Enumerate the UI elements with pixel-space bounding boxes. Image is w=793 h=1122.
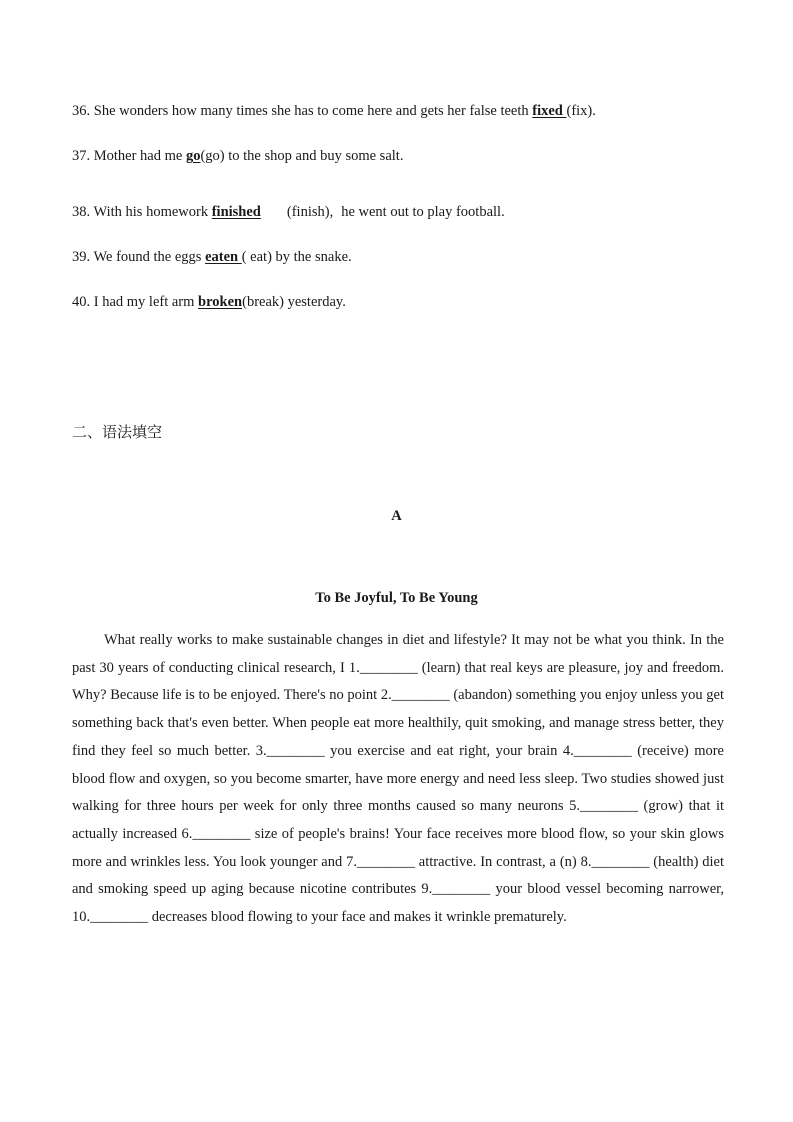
exercise-37-hint: (go) to the shop and buy some salt. bbox=[200, 148, 404, 164]
section-title: 二、语法填空 bbox=[72, 423, 163, 441]
exercise-37-prompt: 37. Mother had me bbox=[72, 148, 186, 164]
exercise-36 bbox=[72, 102, 596, 120]
exercise-38-answer: finished bbox=[211, 204, 261, 220]
exercise-40-hint: (break) yesterday. bbox=[242, 294, 346, 310]
exercise-39 bbox=[72, 248, 352, 266]
exercise-36-prompt: 36. She wonders how many times she has to come here and gets her false teeth bbox=[72, 103, 533, 119]
exercise-37 bbox=[72, 147, 403, 165]
exercise-38-tail: he went out to play football. bbox=[341, 204, 505, 220]
exercise-40-answer: broken bbox=[198, 294, 243, 310]
exercise-38-hint: (finish), bbox=[286, 204, 334, 220]
exercise-36-hint: (fix). bbox=[566, 103, 596, 119]
exercise-36-answer: fixed bbox=[532, 103, 567, 119]
exercise-39-answer: eaten bbox=[205, 249, 242, 265]
exercise-39-prompt: 39. We found the eggs bbox=[72, 249, 206, 265]
exercise-40-prompt: 40. I had my left arm bbox=[72, 294, 199, 310]
exercise-37-answer: go bbox=[185, 148, 201, 164]
exercise-38 bbox=[72, 203, 505, 221]
passage-label: A bbox=[391, 508, 402, 524]
exercise-39-hint: ( eat) by the snake. bbox=[241, 249, 352, 265]
passage-title: To Be Joyful, To Be Young bbox=[315, 590, 478, 606]
exercise-38-prompt: 38. With his homework bbox=[72, 204, 212, 220]
exercise-40 bbox=[72, 293, 346, 311]
passage-body: What really works to make sustainable changes in diet and lifestyle? It may not be what you think. In the past 30 years of conducting clinical research, I 1.________ (learn) that real keys are pleasure, joy and freedom. Why? Because life is to be enjoyed. There's no point 2.________ (abandon) something you enjoy unless you get something back that's even better. When people eat more healthily, quit smoking, and manage stress better, they find they feel so much better. 3.________ you exercise and eat right, your brain 4.________ (receive) more blood flow and oxygen, so you become smarter, have more energy and need less sleep. Two studies showed just walking for three hours per week for only three months caused so many neurons 5.________ (grow) that it actually increased 6.________ size of people's brains! Your face receives more blood flow, so your skin glows more and wrinkles less. You look younger and 7.________ attractive. In contrast, a (n) 8.________ (health) diet and smoking speed up aging because nicotine contributes 9.________ your blood vessel becoming narrower, 10.________ decreases blood flowing to your face and makes it wrinkle prematurely. bbox=[72, 632, 724, 926]
